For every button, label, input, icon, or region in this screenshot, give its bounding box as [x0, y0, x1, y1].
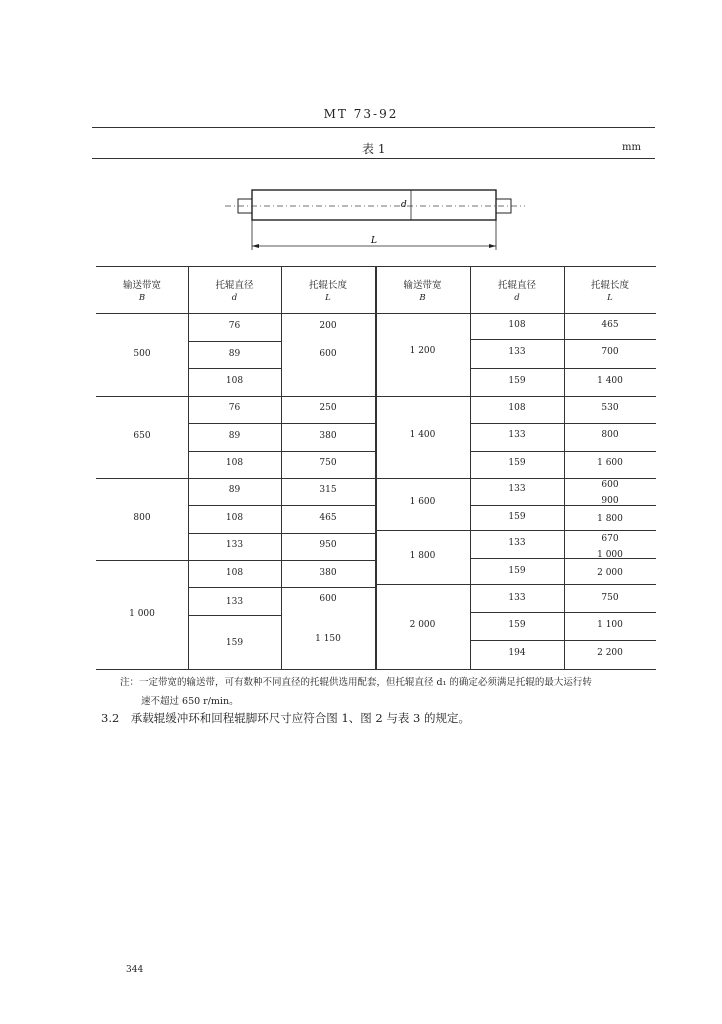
cell-roller-diameter: 133	[508, 538, 526, 548]
table-caption: 表 1	[362, 142, 386, 156]
cell-roller-diameter: 76	[228, 403, 241, 413]
cell-roller-length: 600	[319, 594, 337, 604]
d-label: d	[401, 200, 407, 210]
cell-roller-length: 700	[601, 347, 619, 357]
group-rule-right	[375, 584, 656, 585]
cell-roller-length: 1 150	[315, 634, 341, 644]
cell-belt-width: 1 200	[409, 346, 436, 356]
page-number: 344	[126, 965, 144, 975]
table-header-symbol: d	[514, 293, 520, 303]
cell-belt-width: 1 000	[129, 609, 155, 619]
cell-belt-width: 1 600	[409, 497, 436, 507]
cell-roller-diameter: 133	[508, 593, 526, 603]
table-header-title: 托辊直径	[215, 280, 254, 291]
row-rule-d1	[188, 368, 281, 369]
header-rule	[92, 127, 655, 128]
unit-label: mm	[622, 142, 641, 153]
cell-roller-diameter: 133	[225, 597, 244, 607]
cell-roller-diameter: 108	[225, 568, 244, 578]
cell-roller-length: 1 000	[597, 550, 623, 560]
group-rule-right	[375, 396, 656, 397]
cell-roller-diameter: 108	[508, 320, 526, 330]
cell-roller-length: 200	[319, 321, 337, 331]
group-rule-left	[96, 396, 375, 397]
table-header-symbol: d	[231, 293, 238, 303]
cell-roller-length: 380	[319, 568, 337, 578]
cell-roller-diameter: 89	[228, 431, 241, 441]
cell-roller-length: 670	[601, 534, 619, 544]
table-header-title: 托辊长度	[590, 280, 629, 291]
cell-roller-length: 950	[319, 540, 337, 550]
cell-roller-length: 1 600	[597, 458, 623, 468]
row-rule-d1	[188, 341, 281, 342]
row-rule-right	[470, 339, 656, 340]
row-rule-d1	[188, 533, 281, 534]
cell-roller-diameter: 89	[228, 485, 241, 495]
cell-roller-diameter: 76	[228, 321, 241, 331]
cell-roller-diameter: 108	[508, 403, 526, 413]
cell-roller-length: 800	[601, 430, 619, 440]
group-rule-left	[96, 478, 375, 479]
group-rule-right	[375, 478, 656, 479]
l-label: L	[371, 236, 377, 246]
standard-header: MT 73-92	[323, 107, 399, 121]
table-col-line	[375, 266, 377, 669]
table-header-symbol: B	[138, 293, 146, 303]
table-header-title: 托辊长度	[308, 280, 347, 291]
table-header-symbol: L	[325, 293, 331, 303]
row-rule-right	[470, 612, 656, 613]
row-rule-l1	[281, 533, 375, 534]
cell-roller-length: 465	[319, 513, 337, 523]
roller-drawing	[225, 183, 525, 253]
row-rule-l1	[281, 587, 375, 588]
group-rule-left	[96, 560, 375, 561]
arrow-left-icon	[252, 244, 259, 248]
cell-roller-length: 600	[601, 480, 619, 490]
row-rule-d1	[188, 505, 281, 506]
cell-roller-diameter: 159	[508, 458, 526, 468]
cell-roller-length: 1 400	[597, 376, 623, 386]
row-rule-right	[470, 451, 656, 452]
row-rule-right	[470, 640, 656, 641]
arrow-right-icon	[489, 244, 496, 248]
cell-roller-diameter: 108	[225, 376, 244, 386]
row-rule-l1	[281, 505, 375, 506]
table-header-symbol: B	[419, 293, 426, 303]
cell-roller-length: 465	[601, 320, 619, 330]
row-rule-right	[470, 423, 656, 424]
row-rule-d1	[188, 451, 281, 452]
cell-roller-length: 600	[319, 349, 337, 359]
cell-roller-diameter: 194	[508, 648, 526, 658]
cell-belt-width: 500	[133, 349, 151, 359]
clause-3-2: 3.2 承载辊缓冲环和回程辊脚环尺寸应符合图 1、图 2 与表 3 的规定。	[101, 711, 471, 725]
roller-table	[96, 266, 656, 669]
cell-roller-diameter: 159	[508, 376, 526, 386]
cell-roller-length: 1 100	[597, 620, 623, 630]
cell-belt-width: 800	[133, 513, 151, 523]
table-header-symbol: L	[607, 293, 613, 303]
cell-belt-width: 1 800	[409, 551, 436, 561]
cell-belt-width: 2 000	[409, 620, 436, 630]
cell-roller-diameter: 108	[225, 458, 244, 468]
cell-roller-diameter: 133	[508, 347, 526, 357]
table-bottom-rule	[96, 669, 656, 670]
cell-roller-length: 1 800	[597, 514, 623, 524]
cell-roller-length: 2 000	[597, 568, 623, 578]
table-header-title: 托辊直径	[497, 280, 536, 291]
table-note-line1: 注：一定带宽的输送带，可有数种不同直径的托辊供选用配套，但托辊直径 d₁ 的确定必须满足托辊的最大运行转	[120, 677, 592, 688]
table-header-title: 输送带宽	[122, 280, 161, 291]
cell-roller-length: 2 200	[597, 648, 623, 658]
cell-belt-width: 1 400	[409, 430, 436, 440]
cell-roller-length: 380	[319, 431, 337, 441]
row-rule-d1	[188, 423, 281, 424]
cell-roller-length: 250	[319, 403, 337, 413]
cell-roller-diameter: 159	[508, 566, 526, 576]
cell-roller-diameter: 159	[225, 638, 244, 648]
cell-belt-width: 650	[133, 431, 151, 441]
cell-roller-diameter: 159	[508, 620, 526, 630]
cell-roller-diameter: 133	[508, 430, 526, 440]
cell-roller-length: 530	[601, 403, 619, 413]
cell-roller-diameter: 159	[508, 512, 526, 522]
cell-roller-diameter: 133	[225, 540, 244, 550]
row-rule-d1	[188, 587, 281, 588]
roller-body	[252, 190, 496, 220]
table-header-title: 输送带宽	[403, 280, 442, 291]
cell-roller-diameter: 108	[225, 513, 244, 523]
row-rule-d1	[188, 615, 281, 616]
row-rule-l1	[281, 423, 375, 424]
cell-roller-length: 750	[319, 458, 337, 468]
row-rule-right	[470, 368, 656, 369]
group-rule-right	[375, 530, 656, 531]
table-note-line2: 速不超过 650 r/min。	[141, 696, 239, 707]
cell-roller-length: 750	[601, 593, 619, 603]
cell-roller-length: 900	[601, 496, 619, 506]
cell-roller-diameter: 89	[228, 349, 241, 359]
cell-roller-diameter: 133	[508, 484, 526, 494]
cell-roller-length: 315	[319, 485, 337, 495]
caption-rule	[92, 158, 655, 159]
row-rule-l1	[281, 451, 375, 452]
